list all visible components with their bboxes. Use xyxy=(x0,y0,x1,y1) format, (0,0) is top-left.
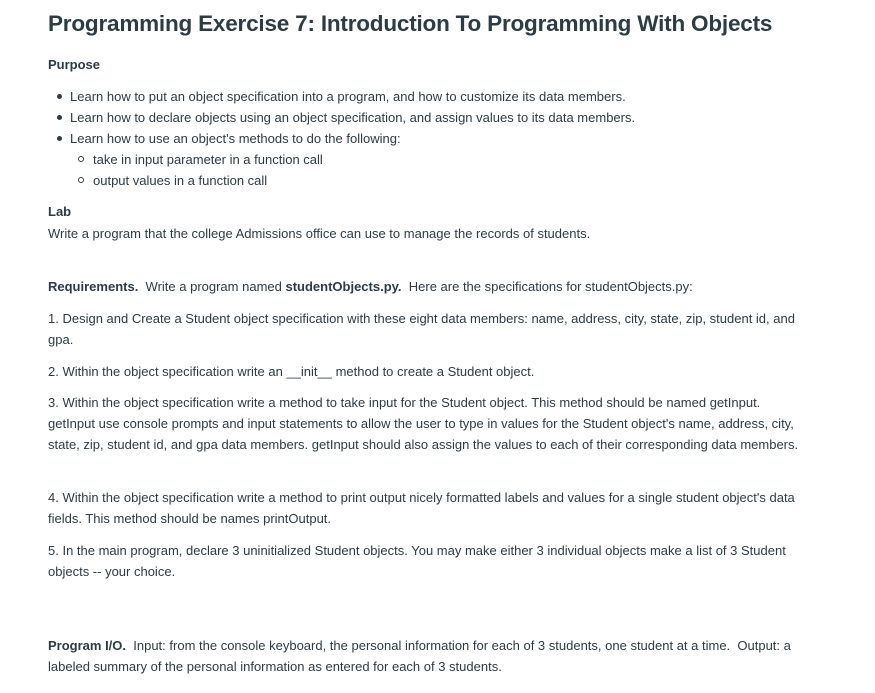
requirement-paragraph-3: 3. Within the object specification write a method to take input for the Student object. This method should be named getInput. getInput use console prompts and input statements to allow the user to type in values for the Student object's name, address, city, state, zip, student id, and gpa data members. getInput should also assign the values to each of their corresponding data members. xyxy=(48,395,799,452)
requirements-intro-after: Here are the specifications for studentObjects.py: xyxy=(401,279,693,294)
requirement-paragraph-4: 4. Within the object specification write a method to print output nicely formatted labels and values for a single student object's data fields. This method should be names printOutput. xyxy=(48,490,795,526)
purpose-subitem xyxy=(48,149,635,170)
requirements-filename: studentObjects.py. xyxy=(285,279,402,294)
purpose-item-text: Learn how to use an object's methods to do the following: xyxy=(70,131,401,146)
purpose-list xyxy=(48,86,635,191)
purpose-item-text: Learn how to declare objects using an object specification, and assign values to its data members. xyxy=(70,110,636,125)
purpose-item xyxy=(48,86,635,107)
requirements-intro-before: Write a program named xyxy=(138,279,286,294)
requirements-intro xyxy=(48,276,693,297)
program-io-section xyxy=(48,635,828,677)
lab-description: Write a program that the college Admissions office can use to manage the records of students. xyxy=(48,226,591,241)
requirement-paragraph-2: 2. Within the object specification write an __init__ method to create a Student object. xyxy=(48,364,535,379)
page-title: Programming Exercise 7: Introduction To Programming With Objects xyxy=(48,11,773,36)
requirements-label: Requirements. xyxy=(48,279,139,294)
requirement-paragraph-1: 1. Design and Create a Student object specification with these eight data members: name, address, city, state, zip, student id, and gpa. xyxy=(48,311,795,347)
purpose-item xyxy=(48,128,635,149)
purpose-subitem xyxy=(48,170,635,191)
program-io-label: Program I/O. xyxy=(48,638,127,653)
purpose-sublist xyxy=(48,149,635,191)
program-io-text: Input: from the console keyboard, the personal information for each of 3 students, one student at a time. Output: a labeled summary of the personal information as entered for each of 3 students. xyxy=(48,638,795,674)
purpose-item-text: Learn how to put an object specification into a program, and how to customize its data members. xyxy=(70,89,626,104)
purpose-subitem-text: output values in a function call xyxy=(93,173,268,188)
purpose-heading: Purpose xyxy=(48,57,101,72)
purpose-item xyxy=(48,107,635,128)
purpose-sublist-container xyxy=(48,149,635,191)
purpose-subitem-text: take in input parameter in a function call xyxy=(93,152,323,167)
requirement-paragraph-5: 5. In the main program, declare 3 uninitialized Student objects. You may make either 3 individual objects make a list of 3 Student objects -- your choice. xyxy=(48,543,786,579)
lab-heading: Lab xyxy=(48,204,72,219)
